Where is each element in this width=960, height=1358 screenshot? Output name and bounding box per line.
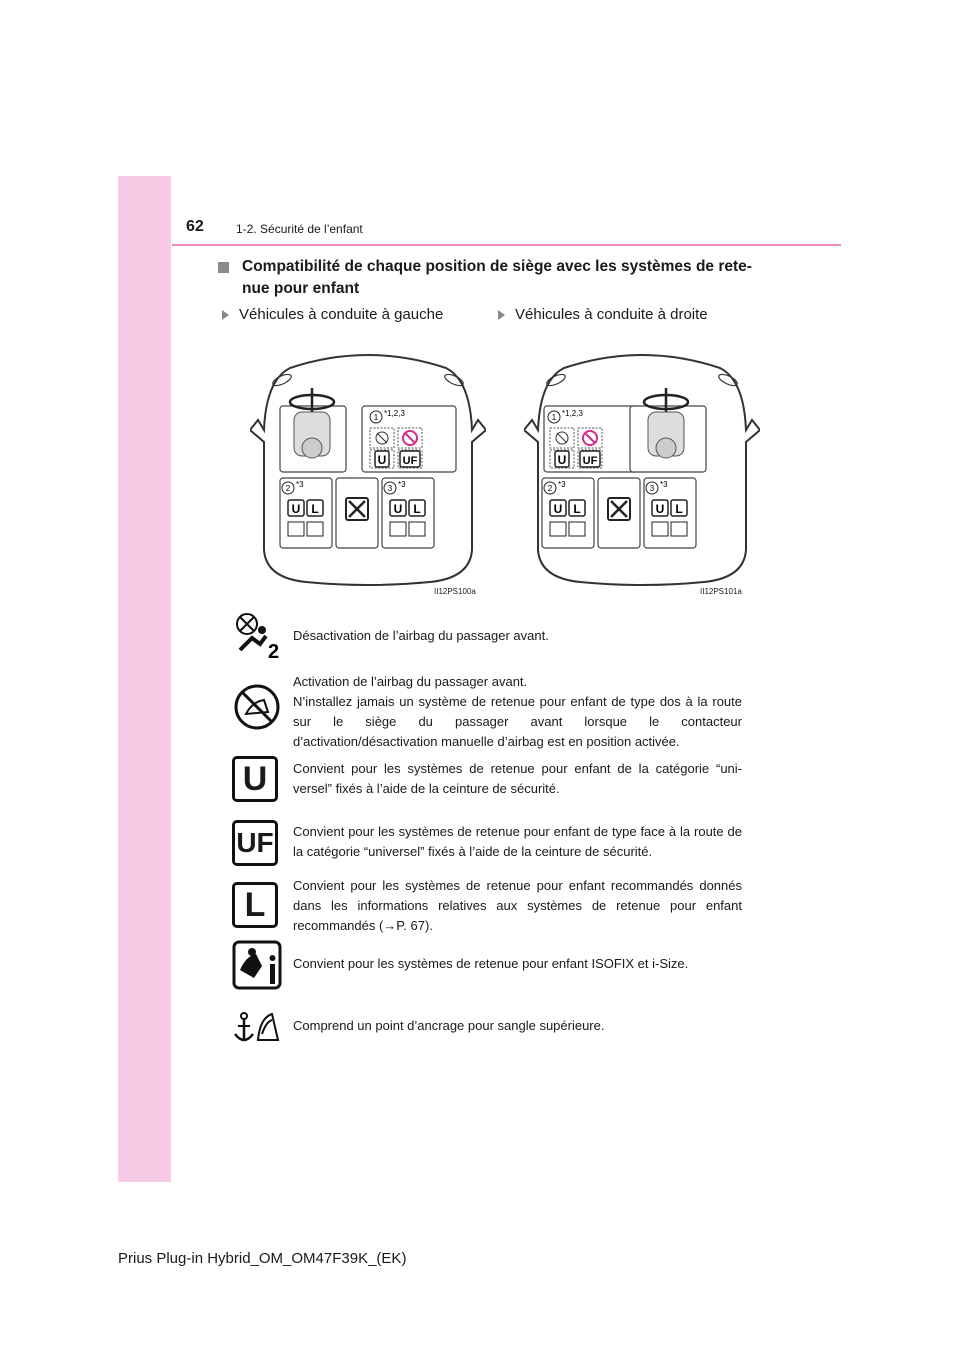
badge-l: L — [675, 502, 683, 516]
airbag-on-prohibited-icon — [232, 682, 282, 732]
position-1-label: 1 — [551, 413, 557, 422]
badge-uf: UF — [402, 455, 418, 467]
badge-uf: UF — [582, 455, 598, 467]
not-suitable-icon — [608, 498, 630, 520]
position-3-note: *3 — [398, 480, 406, 489]
position-1-note: *1,2,3 — [384, 409, 405, 418]
driver-figure — [648, 412, 684, 458]
position-2-note: *3 — [296, 480, 304, 489]
seating-diagram-lhd — [250, 350, 486, 600]
position-2-label: 2 — [285, 484, 291, 493]
position-3-label: 3 — [387, 484, 393, 493]
badge-u: U — [291, 502, 301, 516]
isofix-i-size-icon — [232, 940, 282, 990]
subheading-left — [222, 306, 443, 323]
header-rule — [172, 244, 841, 246]
heading-square-icon — [218, 262, 229, 273]
recommended-l-icon: L — [232, 882, 278, 928]
badge-l: L — [413, 502, 421, 516]
not-suitable-icon — [346, 498, 368, 520]
universal-forward-uf-icon: UF — [232, 820, 278, 866]
badge-u: U — [557, 453, 567, 467]
position-1-note: *1,2,3 — [562, 409, 583, 418]
section-title: 1-2. Sécurité de l’enfant — [236, 222, 363, 236]
badge-u: U — [377, 453, 387, 467]
subheading-right — [498, 306, 708, 323]
top-tether-anchor-icon — [232, 1004, 282, 1054]
subheading-left-text: Véhicules à conduite à gauche — [239, 306, 444, 323]
position-3-note: *3 — [660, 480, 668, 489]
legend-text-u: Convient pour les systèmes de retenue pour enfant de la catégorie “uni-versel” fixés à l’aide de la ceinture de sécurité. — [293, 761, 742, 796]
diagram-code-right: II12PS101a — [700, 587, 742, 596]
document-footer: Prius Plug-in Hybrid_OM_OM47F39K_(EK) — [118, 1250, 407, 1267]
page-number: 62 — [186, 218, 204, 235]
airbag-on-prohibited-icon — [403, 431, 417, 445]
legend-text-airbag-on: Activation de l’airbag du passager avant. N’installez jamais un système de retenue pour enfant de type dos à la route sur le siège du passager avant lorsque le contacteur d’activation/désactivation manuelle d’airbag est en position activée. — [293, 674, 742, 749]
badge-l: L — [311, 502, 319, 516]
arrow-right-icon — [498, 310, 505, 320]
legend-text-airbag-off: Désactivation de l’airbag du passager avant. — [293, 628, 549, 643]
legend-text-isofix: Convient pour les systèmes de retenue pour enfant ISOFIX et i-Size. — [293, 956, 689, 971]
heading-text: Compatibilité de chaque position de siège avec les systèmes de rete-nue pour enfant — [242, 258, 752, 297]
position-1-label: 1 — [373, 413, 379, 422]
universal-u-icon: U — [232, 756, 278, 802]
arrow-right-icon — [222, 310, 229, 320]
subheading-right-text: Véhicules à conduite à droite — [515, 306, 708, 323]
position-3-label: 3 — [649, 484, 655, 493]
badge-u: U — [655, 502, 665, 516]
badge-l: L — [573, 502, 581, 516]
badge-u: U — [553, 502, 563, 516]
position-2-label: 2 — [547, 484, 553, 493]
airbag-off-icon — [232, 610, 282, 660]
badge-u: U — [393, 502, 403, 516]
position-2-note: *3 — [558, 480, 566, 489]
diagram-code-left: II12PS100a — [434, 587, 476, 596]
seating-diagram-rhd — [524, 350, 760, 600]
driver-figure — [294, 412, 330, 458]
legend-text-tether: Comprend un point d’ancrage pour sangle supérieure. — [293, 1018, 605, 1033]
sidebar-tab — [118, 176, 171, 1182]
legend-text-l: Convient pour les systèmes de retenue pour enfant recommandés donnés dans les informations relatives aux systèmes de retenue pour enfant recommandés (→P. 67). — [293, 878, 742, 933]
airbag-on-prohibited-icon — [583, 431, 597, 445]
legend-text-uf: Convient pour les systèmes de retenue pour enfant de type face à la route de la catégorie “universel” fixés à l’aide de la ceinture de sécurité. — [293, 824, 742, 859]
svg-text:2: 2 — [268, 641, 280, 660]
